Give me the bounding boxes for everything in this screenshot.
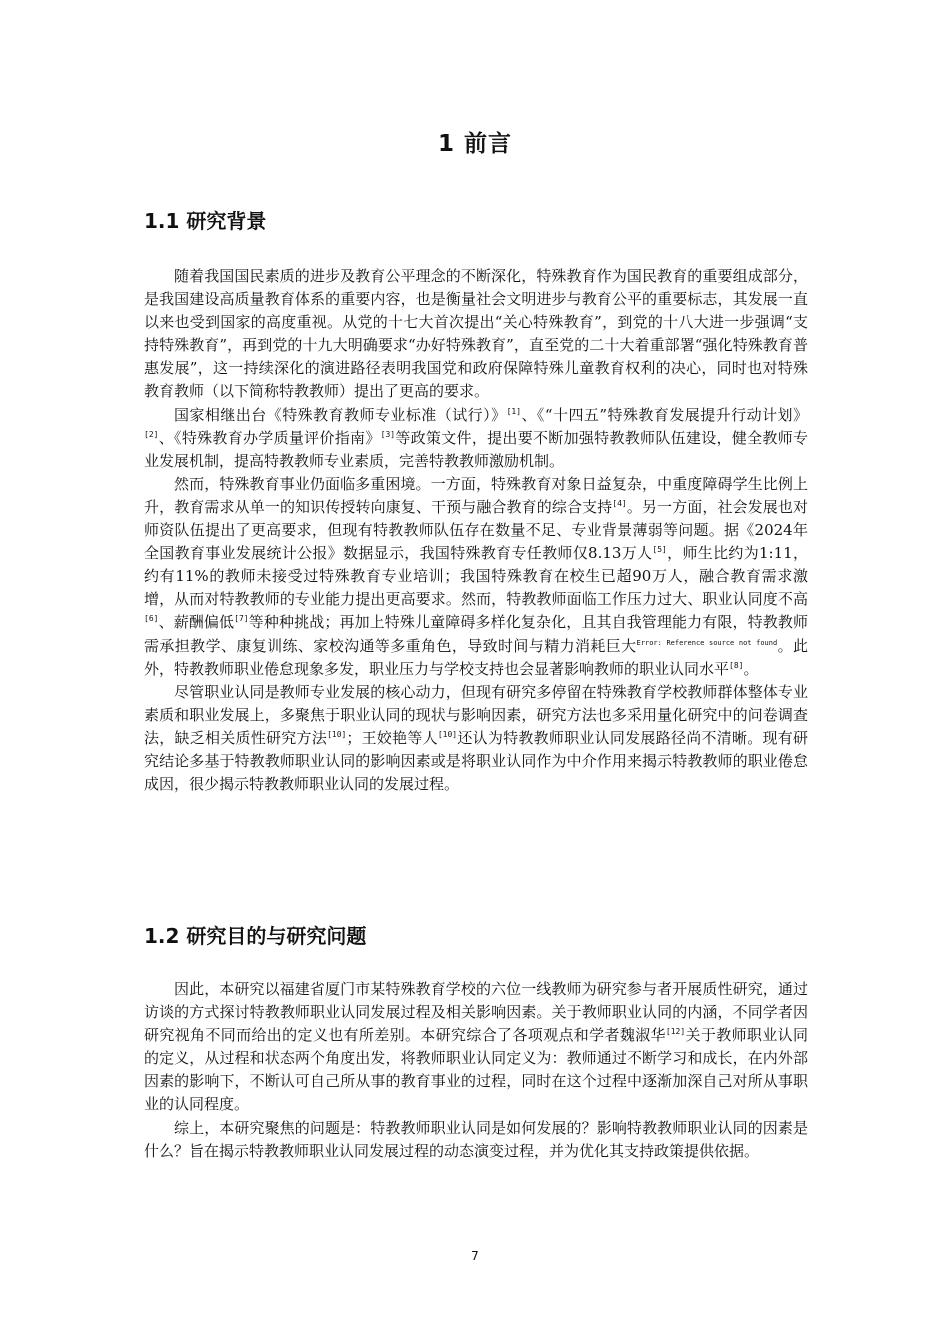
text-run: 。此外，特教教师职业倦怠现象多发，职业压力与学校支持也会显著影响教师的职业认同水平 — [144, 636, 808, 678]
text-run: 因此，本研究以福建省厦门市某特殊教育学校的六位一线教师为研究参与者开展质性研究，通过访谈的方式探讨特教教师职业认同发展过程及相关影响因素。关于教师职业认同的内涵，不同学者因研究视角不同而给出的定义也有所差别。本研究综合了各项观点和学者魏淑华 — [144, 980, 808, 1045]
text-run: 还认为特教教师职业认同发展路径尚不清晰。现有研究结论多基于特教教师职业认同的影响因素或是将职业认同作为中介作用来揭示特教教师的职业倦怠成因，很少揭示特教教师职业认同的发展过程。 — [144, 728, 808, 794]
chapter-title: 1 前言 — [437, 131, 512, 157]
citation-marker: [3] — [380, 429, 396, 439]
text-run: 。 — [743, 659, 759, 678]
text-run: 国家相继出台《特殊教育教师专业标准（试行）》 — [174, 405, 507, 424]
section-body-1-1 — [144, 265, 808, 796]
text-run: 、《“十四五”特殊教育发展提升行动计划》 — [521, 405, 808, 424]
citation-marker: [8] — [729, 660, 744, 670]
section-body-1-2 — [144, 978, 808, 1163]
paragraph-background-3 — [144, 473, 808, 681]
paragraph-background-1: 随着我国国民素质的进步及教育公平理念的不断深化，特殊教育作为国民教育的重要组成部分，是我国建设高质量教育体系的重要内容，也是衡量社会文明进步与教育公平的重要标志，其发展一直以来也受到国家的高度重视。从党的十七大首次提出“关心特殊教育”，到党的十八大进一步强调“支持特殊教育”，再到党的十九大明确要求“办好特殊教育”，直至党的二十大着重部署“强化特殊教育普惠发展”，这一持续深化的演进路径表明我国党和政府保障特殊儿童教育权利的决心，同时也对特殊教育教师（以下简称特教教师）提出了更高的要求。 — [144, 267, 808, 401]
citation-marker: [2] — [144, 429, 159, 439]
text-run: 。另一方面，社会发展也对师资队伍提出了更高要求，但现有特教教师队伍存在数量不足、专业背景薄弱等问题。据《2024年全国教育事业发展统计公报》数据显示，我国特殊教育专任教师仅8.13万人 — [144, 497, 808, 563]
text-run: 关于教师职业认同的定义，从过程和状态两个角度出发，将教师职业认同定义为：教师通过不断学习和成长，在内外部因素的影响下，不断认可自己所从事的教育事业的过程，同时在这个过程中逐渐加深自己对所从事职业的认同程度。 — [144, 1026, 808, 1114]
section-heading-1-2: 1.2 研究目的与研究问题 — [144, 924, 367, 948]
paragraph-purpose-2: 综上，本研究聚焦的问题是：特教教师职业认同是如何发展的？影响特教教师职业认同的因素是什么？旨在揭示特教教师职业认同发展过程的动态演变过程，并为优化其支持政策提供依据。 — [144, 1118, 808, 1160]
citation-marker: [5] — [652, 545, 667, 555]
text-run: ；王姣艳等人 — [346, 728, 438, 747]
text-run: 等种种挑战；再加上特殊儿童障碍多样化复杂化，且其自我管理能力有限，特教教师需承担教学、康复训练、家校沟通等多重角色，导致时间与精力消耗巨大 — [144, 613, 808, 655]
paragraph-background-2 — [144, 404, 808, 473]
citation-marker: [10] — [327, 729, 347, 739]
citation-marker: [12] — [665, 1027, 686, 1037]
citation-marker: [10] — [437, 729, 458, 739]
page-number: 7 — [471, 1249, 479, 1263]
paragraph-purpose-1 — [144, 978, 808, 1117]
text-run: 然而，特殊教育事业仍面临多重困境。一方面，特殊教育对象日益复杂，中重度障碍学生比例上升，教育需求从单一的知识传授转向康复、干预与融合教育的综合支持 — [144, 474, 808, 516]
text-run: 等政策文件，提出要不断加强特教教师队伍建设，健全教师专业发展机制，提高特教教师专业素质，完善特教教师激励机制。 — [144, 428, 808, 470]
section-heading-1-1: 1.1 研究背景 — [144, 209, 267, 233]
text-run: 尽管职业认同是教师专业发展的核心动力，但现有研究多停留在特殊教育学校教师群体整体专业素质和职业发展上，多聚焦于职业认同的现状与影响因素，研究方法也多采用量化研究中的问卷调查法，缺乏相关质性研究方法 — [144, 682, 808, 747]
citation-marker: [1] — [506, 406, 522, 416]
text-run: 、薪酬偏低 — [158, 613, 235, 632]
citation-marker: [6] — [144, 614, 159, 624]
text-run: 、《特殊教育办学质量评价指南》 — [158, 428, 381, 447]
text-run: ，师生比约为1:11，约有11%的教师未接受过特殊教育专业培训；我国特殊教育在校生已超90万人，融合教育需求激增，从而对特教教师的专业能力提出更高要求。然而，特教教师面临工作压力过大、职业认同度不高 — [144, 544, 809, 609]
paragraph-background-4 — [144, 681, 808, 796]
citation-marker: [4] — [612, 498, 627, 508]
citation-marker: [7] — [234, 614, 249, 624]
reference-error-marker: Error: Reference source not found — [636, 638, 778, 647]
